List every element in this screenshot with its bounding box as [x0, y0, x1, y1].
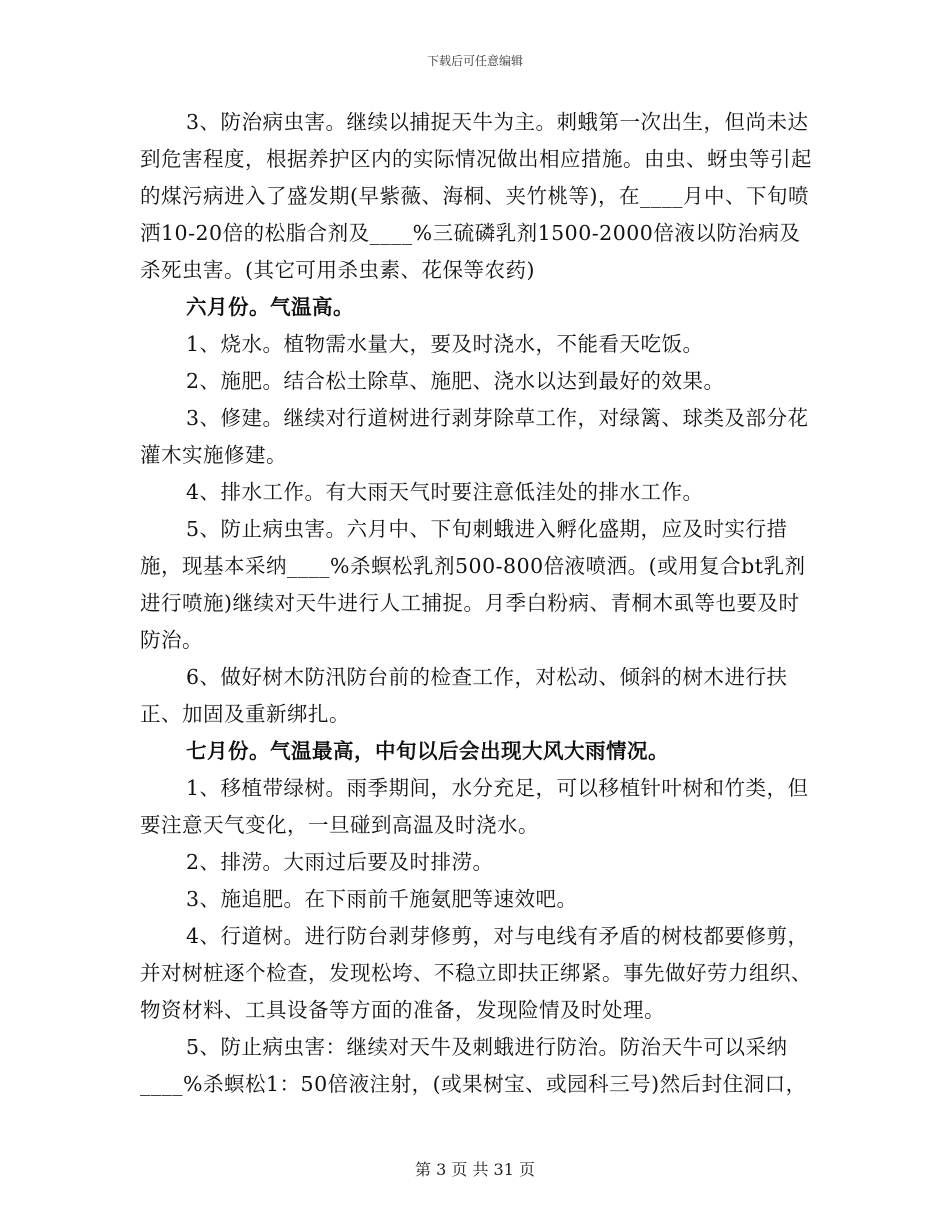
- paragraph-june-fertilizing: 2、施肥。结合松土除草、施肥、浇水以达到最好的效果。: [186, 369, 725, 393]
- paragraph-june-pruning: 3、修建。继续对行道树进行剥芽除草工作，对绿篱、球类及部分花灌木实施修建。: [140, 406, 809, 467]
- paragraph-june-pest-control: 5、防止病虫害。六月中、下旬刺蛾进入孵化盛期，应及时实行措施，现基本采纳____%杀螟松乳剂500-800倍液喷洒。(或用复合bt乳剂进行喷施)继续对天牛进行人工捕捉。月季白粉病、青桐木虱等也要及时防治。: [140, 517, 806, 652]
- paragraph-july-transplanting: 1、移植带绿树。雨季期间，水分充足，可以移植针叶树和竹类，但要注意天气变化，一旦碰到高温及时浇水。: [140, 776, 809, 837]
- heading-july: 七月份。气温最高，中旬以后会出现大风大雨情况。: [186, 739, 669, 763]
- paragraph-june-drainage: 4、排水工作。有大雨天气时要注意低洼处的排水工作。: [186, 480, 704, 504]
- page-footer: 第 3 页 共 31 页: [415, 1160, 535, 1179]
- paragraph-july-fertilizing: 3、施追肥。在下雨前千施氨肥等速效吧。: [186, 887, 578, 911]
- page-header: 下载后可任意编辑: [426, 54, 523, 68]
- paragraph-july-street-trees: 4、行道树。进行防台剥芽修剪，对与电线有矛盾的树枝都要修剪，并对树桩逐个检查，发现松垮、不稳立即扶正绑紧。事先做好劳力组织、物资材料、工具设备等方面的准备，发现险情及时处理。: [140, 924, 812, 1022]
- paragraph-june-flood-prevention: 6、做好树木防汛防台前的检查工作，对松动、倾斜的树木进行扶正、加固及重新绑扎。: [140, 665, 788, 726]
- paragraph-july-pest-control: 5、防止病虫害：继续对天牛及刺蛾进行防治。防治天牛可以采纳____%杀螟松1：50倍液注射，(或果树宝、或园科三号)然后封住洞口，: [140, 1035, 807, 1096]
- document-body: [140, 104, 816, 1103]
- paragraph-july-drainage: 2、排涝。大雨过后要及时排涝。: [186, 850, 494, 874]
- heading-june: 六月份。气温高。: [186, 295, 354, 319]
- paragraph-june-watering: 1、烧水。植物需水量大，要及时浇水，不能看天吃饭。: [186, 332, 704, 356]
- paragraph-pest-control-may: 3、防治病虫害。继续以捕捉天牛为主。刺蛾第一次出生，但尚未达到危害程度，根据养护区内的实际情况做出相应措施。由虫、蚜虫等引起的煤污病进入了盛发期(早紫薇、海桐、夹竹桃等)，在____月中、下旬喷洒10-20倍的松脂合剂及____%三硫磷乳剂1500-2000倍液以防治病及杀死虫害。(其它可用杀虫素、花保等农药): [140, 110, 812, 282]
